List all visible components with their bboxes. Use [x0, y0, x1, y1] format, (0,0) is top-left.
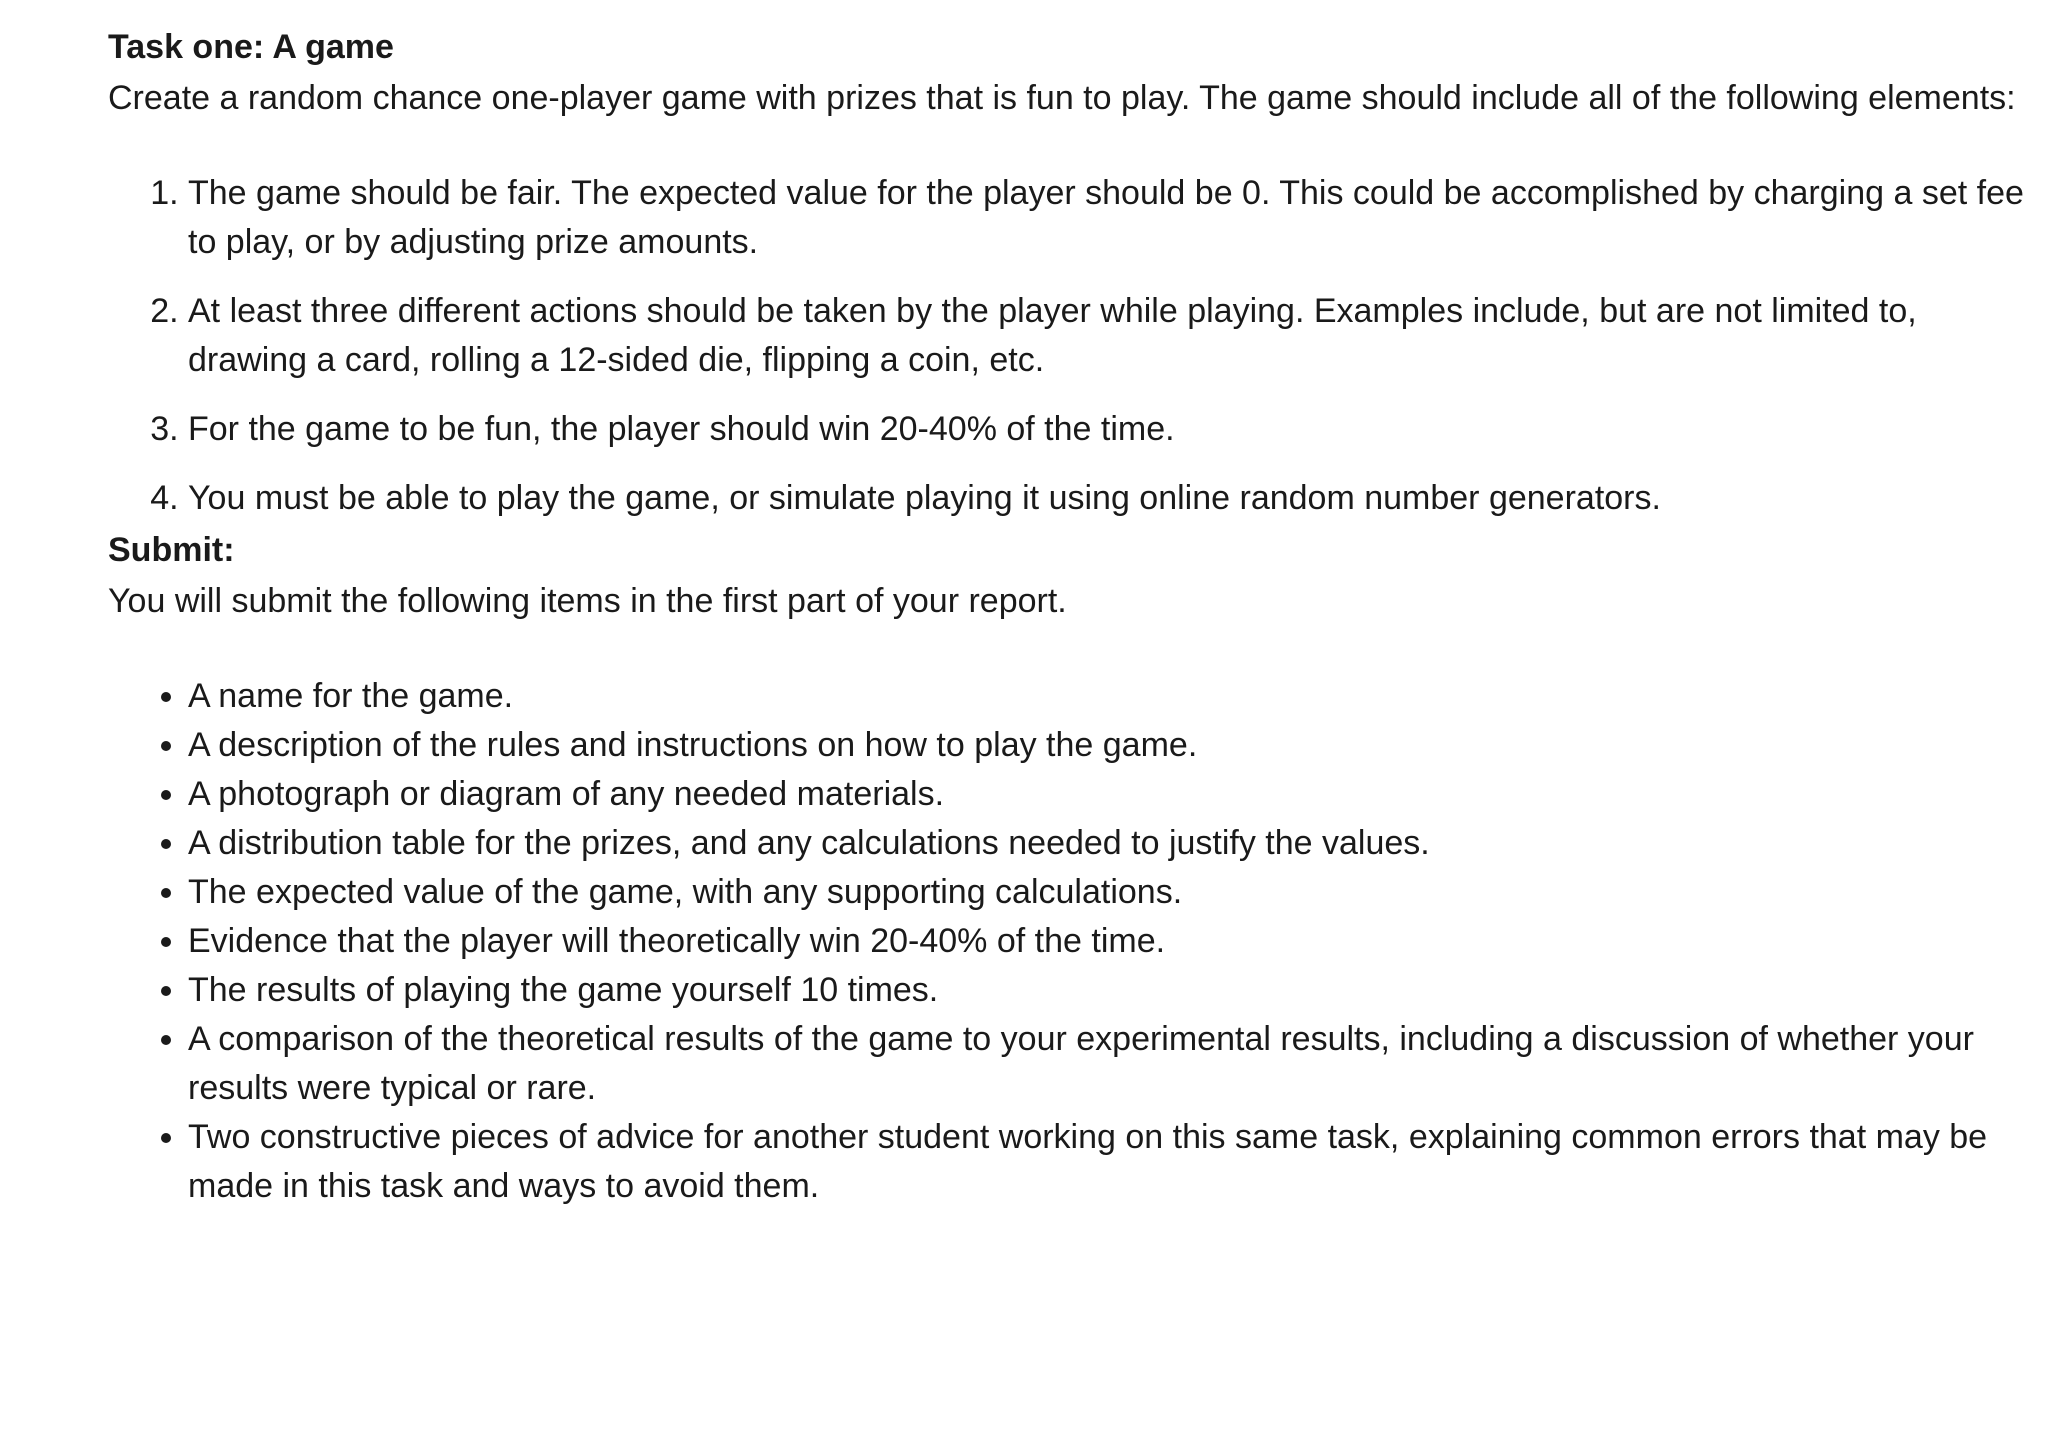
submit-item: • A name for the game. [188, 672, 2028, 721]
task-document [108, 20, 2028, 1211]
submit-item: • Evidence that the player will theoretically win 20-40% of the time. [188, 917, 2028, 966]
requirement-item: 4. You must be able to play the game, or simulate playing it using online random number generators. [188, 474, 2028, 523]
submit-item: • A distribution table for the prizes, and any calculations needed to justify the values. [188, 819, 2028, 868]
submit-item: • A comparison of the theoretical results of the game to your experimental results, including a discussion of whether your results were typical or rare. [188, 1015, 2028, 1113]
submit-item: • The expected value of the game, with any supporting calculations. [188, 868, 2028, 917]
requirements-list [108, 169, 2028, 523]
submit-items-list [108, 672, 2028, 1211]
task-intro: Create a random chance one-player game with prizes that is fun to play. The game should include all of the following elements: [108, 79, 2016, 117]
submit-title: Submit: [108, 531, 235, 569]
submit-item: • Two constructive pieces of advice for another student working on this same task, explaining common errors that may be made in this task and ways to avoid them. [188, 1113, 2028, 1211]
submit-item: • The results of playing the game yourself 10 times. [188, 966, 2028, 1015]
task-title: Task one: A game [108, 28, 394, 66]
submit-item: • A description of the rules and instructions on how to play the game. [188, 721, 2028, 770]
requirement-item: 1. The game should be fair. The expected value for the player should be 0. This could be accomplished by charging a set fee to play, or by adjusting prize amounts. [188, 169, 2028, 267]
requirement-item: 3. For the game to be fun, the player should win 20-40% of the time. [188, 405, 2028, 454]
requirement-item: 2. At least three different actions should be taken by the player while playing. Examples include, but are not limited to, drawing a card, rolling a 12-sided die, flipping a coin, etc. [188, 287, 2028, 385]
submit-item: • A photograph or diagram of any needed materials. [188, 770, 2028, 819]
submit-intro: You will submit the following items in the first part of your report. [108, 582, 1067, 620]
